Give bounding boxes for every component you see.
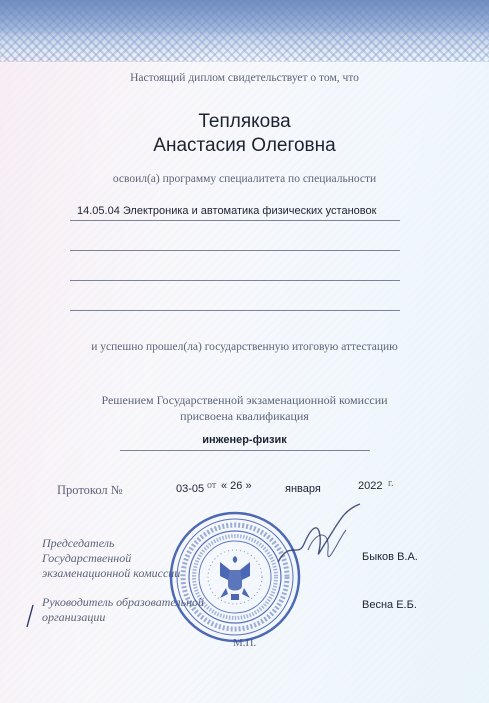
protocol-label: Протокол № xyxy=(57,483,123,497)
protocol-from-label: от xyxy=(207,480,217,491)
chair-signature xyxy=(268,500,368,580)
graduate-given-names: Анастасия Олеговна xyxy=(153,135,336,156)
program-specialty: 14.05.04 Электроника и автоматика физических установок xyxy=(77,205,377,217)
chair-name: Быков В.А. xyxy=(362,551,418,563)
protocol-number: 03-05 xyxy=(176,483,205,495)
qualification: инженер-физик xyxy=(202,434,287,446)
chair-title-line-3: экзаменационной комиссии xyxy=(42,566,181,580)
decision-line-2: присвоена квалификация xyxy=(180,409,309,423)
decorative-top-band xyxy=(0,0,489,62)
head-name: Весна Е.Б. xyxy=(362,599,417,611)
protocol-year: 2022 xyxy=(358,480,383,492)
specialty-underline-3 xyxy=(70,280,400,281)
chair-title-line-2: Государственной xyxy=(42,551,132,565)
specialty-underline-4 xyxy=(70,310,400,311)
seal-mark: М.П. xyxy=(233,637,257,649)
protocol-day: « 26 » xyxy=(221,480,252,492)
head-signature-mark xyxy=(24,604,36,628)
head-title-line-2: организации xyxy=(42,610,106,624)
protocol-month: января xyxy=(285,483,321,495)
program-line: освоил(а) программу специалитета по специальности xyxy=(112,173,377,185)
chair-title-line-1: Председатель xyxy=(42,536,115,550)
graduate-surname: Теплякова xyxy=(198,111,291,132)
attestation-text: и успешно прошел(ла) государственную итоговую аттестацию xyxy=(91,341,398,353)
qualification-underline xyxy=(120,450,370,451)
protocol-year-suffix: г. xyxy=(388,478,394,489)
decision-line-1: Решением Государственной экзаменационной комиссии xyxy=(101,393,388,407)
intro-text: Настоящий диплом свидетельствует о том, что xyxy=(130,72,359,84)
specialty-underline-2 xyxy=(70,250,400,251)
head-title-line-1: Руководитель образовательной xyxy=(42,595,205,609)
specialty-underline xyxy=(70,220,400,221)
